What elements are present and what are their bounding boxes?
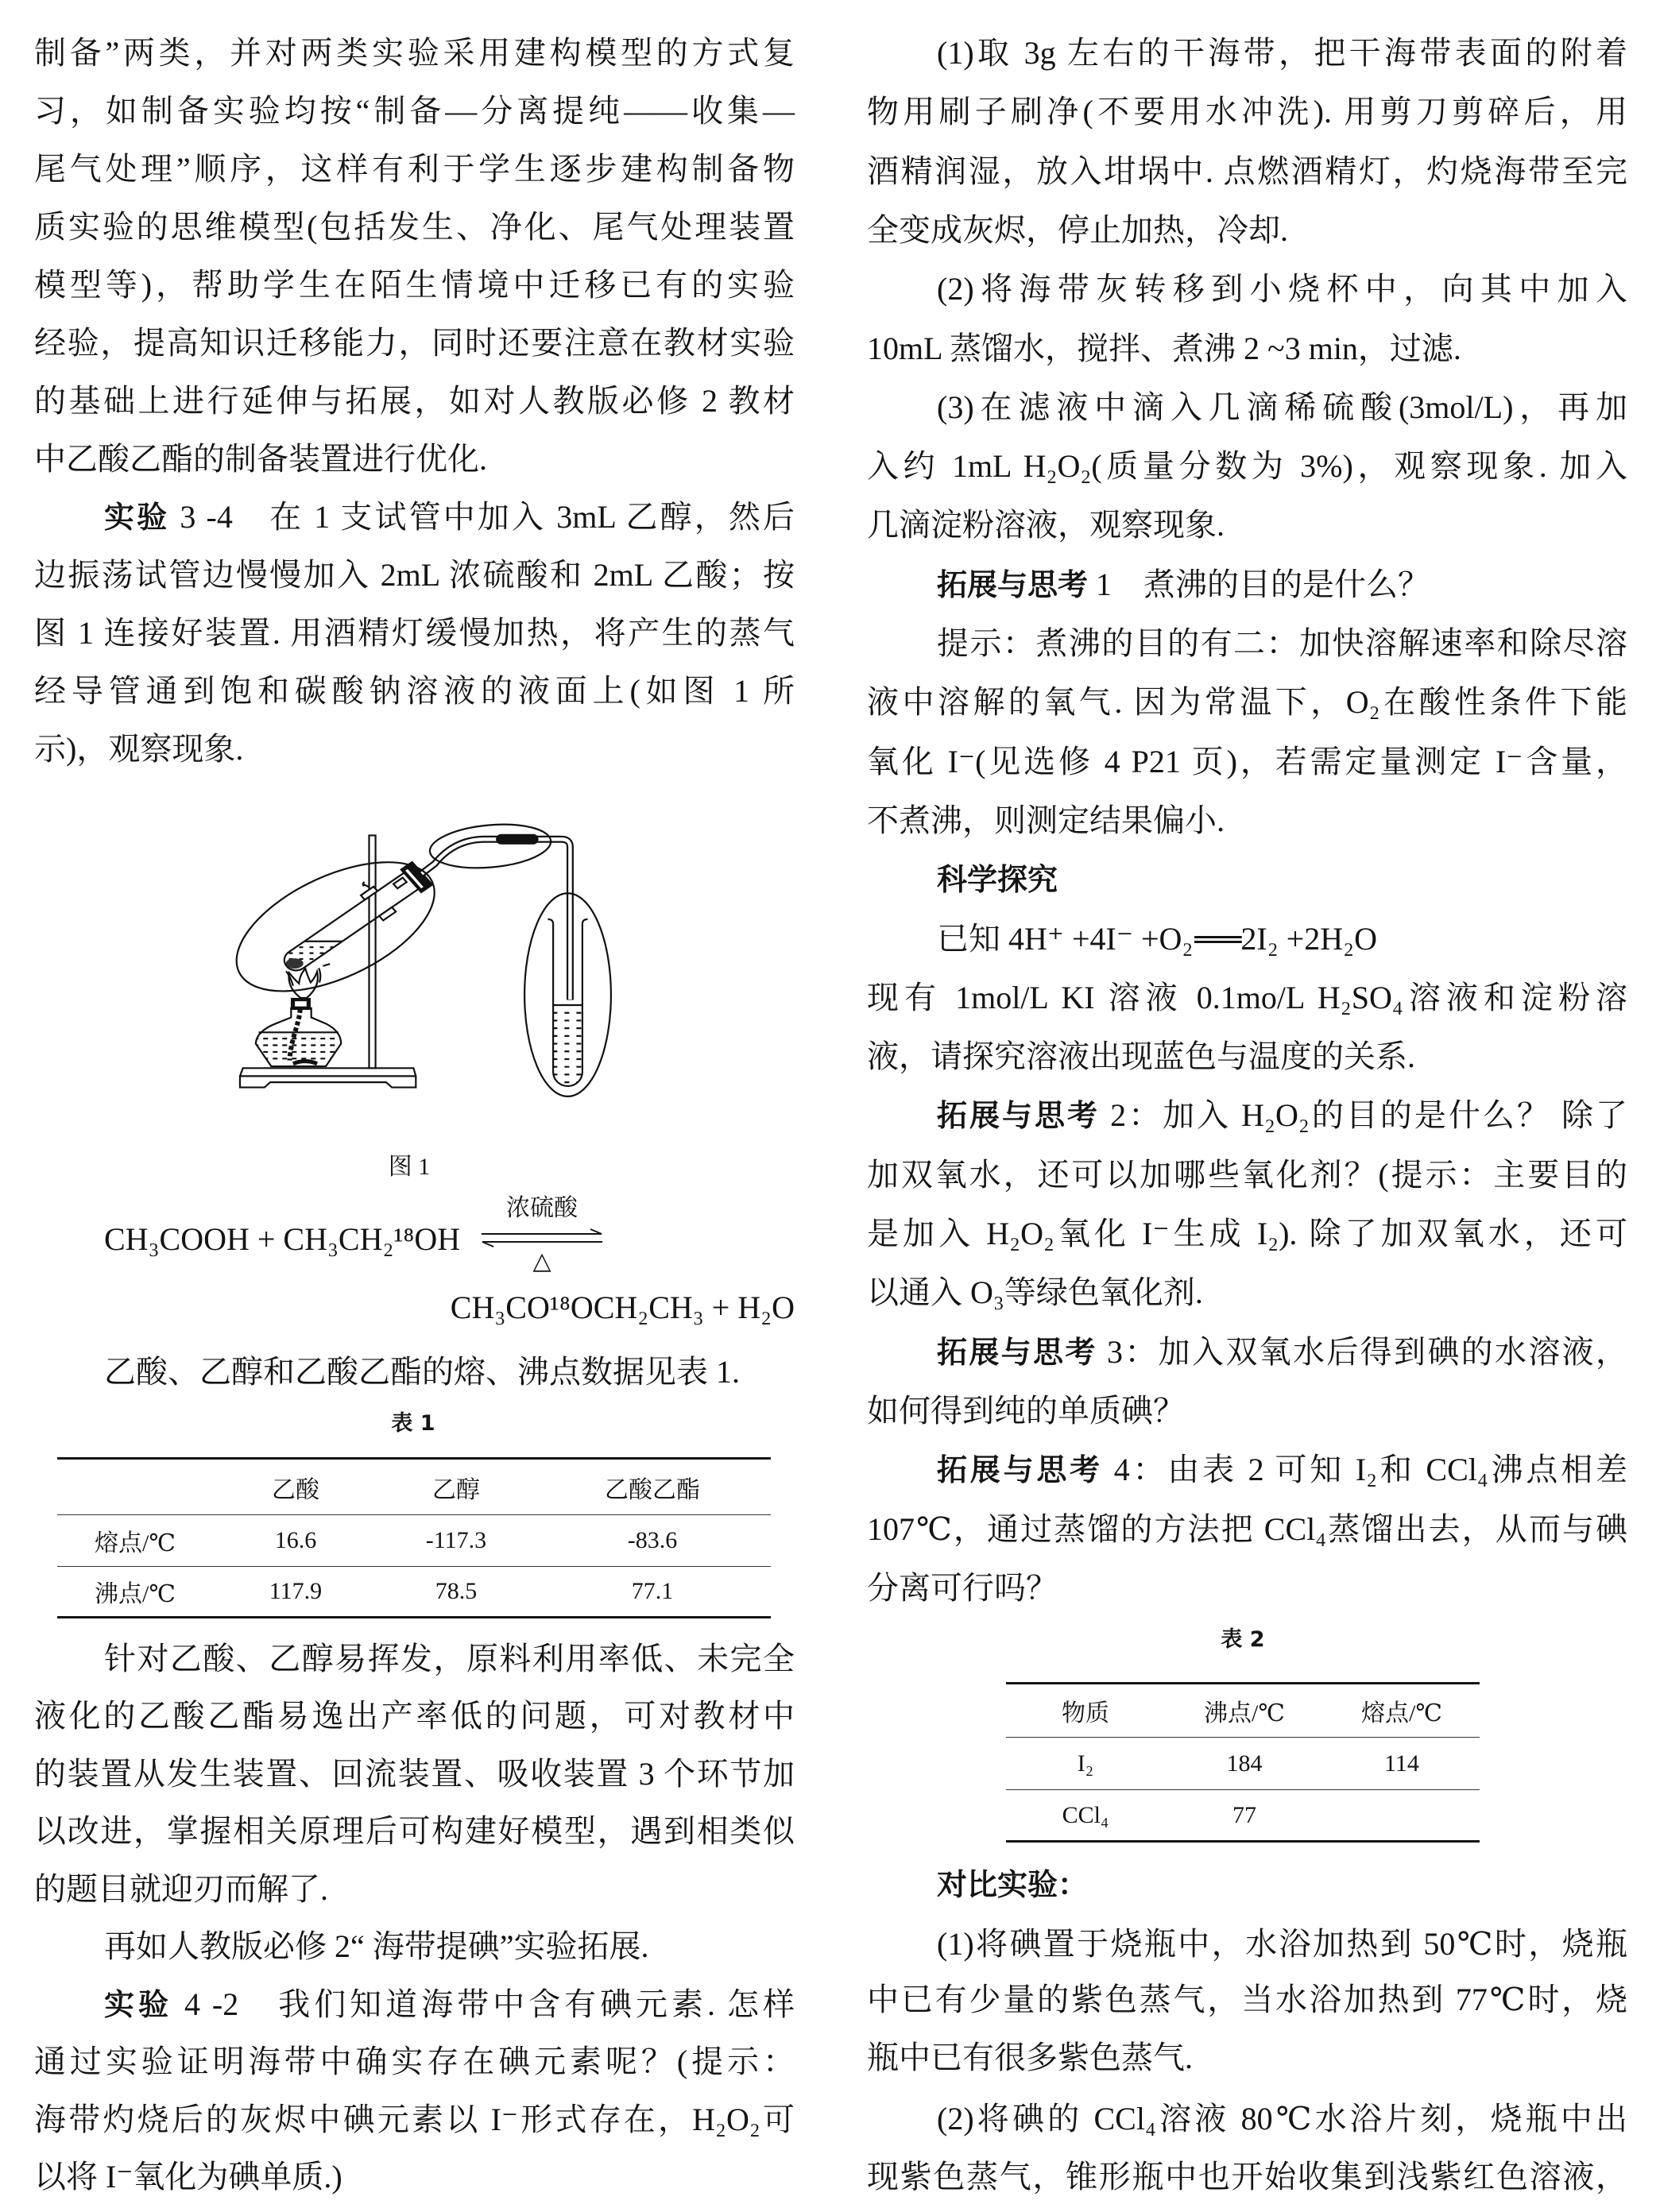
- contrast-step-1-line: 中已有少量的紫色蒸气，当水浴加热到 77℃时，烧: [867, 1982, 1627, 2017]
- table-row-label: 沸点/℃: [95, 1581, 176, 1607]
- table-cell: -117.3: [378, 1515, 534, 1567]
- table-cell: -83.6: [534, 1515, 771, 1567]
- table-header-cell: 沸点/℃: [1165, 1684, 1324, 1738]
- step-3-line: 入约 1mL H₂O₂(质量分数为 3%)，观察现象. 加入: [867, 448, 1627, 484]
- reaction-reactants: CH₃COOH + CH₃CH₂¹⁸OH: [104, 1221, 461, 1257]
- table-header-cell: 乙醇: [378, 1459, 534, 1515]
- step-3-line: (3)在滤液中滴入几滴稀硫酸(3mol/L)，再加: [937, 389, 1627, 425]
- hint-1-line: 不煮沸，则测定结果偏小.: [867, 802, 1225, 838]
- stand-base: [240, 1068, 416, 1087]
- intro-line: 模型等)，帮助学生在陌生情境中迁移已有的实验: [34, 267, 795, 303]
- iodide-oxidation-equation: [937, 915, 1627, 963]
- think-3-line: 如何得到纯的单质碘？: [867, 1393, 1185, 1429]
- table-1-intro: 乙酸、乙醇和乙酸乙酯的熔、沸点数据见表 1.: [104, 1354, 740, 1390]
- think-2-first-line: [937, 1092, 1627, 1139]
- think-2-line: 是加入 H₂O₂氧化 I⁻生成 I₂). 除了加双氧水，还可: [867, 1216, 1627, 1251]
- intro-line: 习，如制备实验均按“制备—分离提纯——收集—: [34, 93, 795, 129]
- think-label: 拓展与思考: [937, 1335, 1097, 1370]
- think-4-line: 107℃，通过蒸馏的方法把 CCl₄蒸馏出去，从而与碘: [867, 1511, 1627, 1547]
- think-label: 拓展与思考: [937, 1452, 1103, 1487]
- contrast-step-1-line: 瓶中已有很多紫色蒸气.: [867, 2040, 1193, 2075]
- table-header-row: [1006, 1684, 1480, 1738]
- figure-1-caption: 图 1: [388, 1154, 431, 1180]
- table-header-cell: 乙酸: [213, 1459, 378, 1515]
- hint-1-line: 提示：煮沸的目的有二：加快溶解速率和除尽溶: [937, 625, 1627, 661]
- table-cell: 184: [1165, 1738, 1324, 1790]
- step-2-line: 10mL 蒸馏水，搅拌、煮沸 2 ~3 min，过滤.: [867, 331, 1461, 366]
- experiment-text: 4 -2 我们知道海带中含有碘元素. 怎样: [172, 1986, 795, 2022]
- table-1-title: 表 1: [391, 1411, 435, 1436]
- think-3-first-line: [937, 1328, 1627, 1376]
- table-cell: 77: [1232, 1801, 1256, 1828]
- contrast-heading: 对比实验：: [937, 1867, 1089, 1902]
- double-equals-sign: ═══: [1194, 924, 1240, 957]
- table-header-cell: [57, 1459, 213, 1515]
- improvement-line: 的装置从发生装置、回流装置、吸收装置 3 个环节加: [34, 1756, 795, 1792]
- experiment-3-4-first-line: [104, 493, 795, 541]
- step-1-line: 物用刷子刷净(不要用水冲洗). 用剪刀剪碎后，用: [867, 94, 1627, 130]
- intro-line: 制备”两类，并对两类实验采用建构模型的方式复: [34, 35, 795, 71]
- experiment-3-4-line: 示)，观察现象.: [34, 731, 244, 767]
- table-cell: 78.5: [435, 1578, 478, 1604]
- think-text: 1 煮沸的目的是什么？: [1088, 567, 1430, 602]
- step-3-line: 几滴淀粉溶液，观察现象.: [867, 507, 1225, 543]
- alcohol-lamp: [253, 999, 342, 1066]
- intro-line: 经验，提高知识迁移能力，同时还要注意在教材实验: [34, 325, 795, 361]
- reaction-products: CH₃CO¹⁸OCH₂CH₃ + H₂O: [450, 1290, 795, 1325]
- equation-right-side: 2I₂ +2H₂O: [1240, 921, 1377, 957]
- reversible-arrow-icon: [480, 1228, 604, 1247]
- reaction-condition-catalyst: 浓硫酸: [506, 1195, 578, 1221]
- highlight-ellipse-generator: [229, 836, 459, 1018]
- table-row: [57, 1567, 771, 1618]
- think-1-line: [937, 561, 1627, 609]
- experiment-text: 3 -4 在 1 支试管中加入 3mL 乙醇，然后: [169, 499, 795, 535]
- experiment-label: 实验: [104, 1987, 172, 2022]
- table-cell: [1324, 1790, 1480, 1842]
- intro-line: 质实验的思维模型(包括发生、净化、尾气处理装置: [34, 209, 795, 245]
- experiment-3-4-line: 经导管通到饱和碳酸钠溶液的液面上(如图 1 所: [34, 673, 795, 709]
- tube-clamp: [361, 887, 396, 921]
- table-2-title: 表 2: [1221, 1627, 1265, 1652]
- experiment-4-2-line: 以将 I⁻氧化为碘单质.): [34, 2159, 342, 2195]
- table-cell: 117.9: [269, 1578, 323, 1604]
- kelp-intro: 再如人教版必修 2“ 海带提碘”实验拓展.: [104, 1928, 649, 1964]
- experiment-4-2-first-line: [104, 1981, 795, 2028]
- contrast-step-2-line: 现紫色蒸气，锥形瓶中也开始收集到浅紫红色溶液，: [867, 2159, 1627, 2195]
- improvement-line: 液化的乙酸乙酯易逸出产率低的问题，可对教材中: [34, 1698, 795, 1734]
- think-label: 拓展与思考: [937, 567, 1089, 602]
- improvement-line: 的题目就迎刃而解了.: [34, 1871, 328, 1907]
- intro-line: 中乙酸乙酯的制备装置进行优化.: [34, 441, 487, 477]
- contrast-step-2-line: (2)将碘的 CCl₄溶液 80℃水浴片刻，烧瓶中出: [937, 2101, 1627, 2137]
- step-1-line: 酒精润湿，放入坩埚中. 点燃酒精灯，灼烧海带至完: [867, 153, 1627, 189]
- hint-1-line: 氧化 I⁻(见选修 4 P21 页)，若需定量测定 I⁻含量，: [867, 744, 1627, 779]
- intro-line: 的基础上进行延伸与拓展，如对人教版必修 2 教材: [34, 383, 795, 419]
- improvement-line: 以改进，掌握相关原理后可构建好模型，遇到相类似: [34, 1813, 795, 1849]
- experiment-3-4-line: 图 1 连接好装置. 用酒精灯缓慢加热，将产生的蒸气: [34, 615, 795, 651]
- table-header-row: [57, 1459, 771, 1515]
- inquiry-heading: 科学探究: [937, 862, 1058, 897]
- improvement-line: 针对乙酸、乙醇易挥发，原料利用率低、未完全: [104, 1641, 795, 1676]
- equation-left-side: 已知 4H⁺ +4I⁻ +O₂: [937, 921, 1194, 957]
- reaction-condition-heat: △: [532, 1248, 551, 1274]
- figure-1-apparatus-diagram: [229, 820, 617, 1103]
- think-text: 4：由表 2 可知 I₂和 CCl₄沸点相差: [1102, 1452, 1627, 1487]
- table-cell: 114: [1324, 1738, 1480, 1790]
- think-4-line: 分离可行吗？: [867, 1570, 1058, 1606]
- experiment-4-2-line: 通过实验证明海带中确实存在碘元素呢？(提示：: [34, 2044, 795, 2079]
- intro-line: 尾气处理”顺序，这样有利于学生逐步建构制备物: [34, 151, 795, 187]
- inquiry-line: 现有 1mol/L KI 溶液 0.1mo/L H₂SO₄溶液和淀粉溶: [867, 980, 1627, 1015]
- contrast-step-1-line: (1)将碘置于烧瓶中，水浴加热到 50℃时，烧瓶: [937, 1926, 1627, 1962]
- table-header-cell: 熔点/℃: [1324, 1684, 1480, 1738]
- think-2-line: 以通入 O₃等绿色氧化剂.: [867, 1274, 1203, 1310]
- table-1: [57, 1457, 771, 1618]
- table-row-label: CCl₄: [1062, 1801, 1109, 1828]
- table-row: [1006, 1738, 1480, 1790]
- think-2-line: 加双氧水，还可以加哪些氧化剂？(提示：主要目的: [867, 1157, 1627, 1193]
- table-header-cell: 物质: [1006, 1684, 1165, 1738]
- highlight-ellipse-reflux: [428, 820, 553, 872]
- heating-test-tube: [279, 862, 433, 977]
- table-2: [1006, 1682, 1480, 1843]
- experiment-4-2-line: 海带灼烧后的灰烬中碘元素以 I⁻形式存在，H₂O₂可: [34, 2102, 795, 2137]
- table-row: [1006, 1790, 1480, 1842]
- inquiry-line: 液，请探究溶液出现蓝色与温度的关系.: [867, 1038, 1415, 1074]
- table-row-label: I₂: [1006, 1738, 1165, 1790]
- table-header-cell: 乙酸乙酯: [534, 1459, 771, 1515]
- sodium-carbonate-solution: [552, 1005, 582, 1082]
- experiment-3-4-line: 边振荡试管边慢慢加入 2mL 浓硫酸和 2mL 乙酸；按: [34, 557, 795, 593]
- hint-1-line: 液中溶解的氧气. 因为常温下，O₂在酸性条件下能: [867, 684, 1627, 720]
- think-label: 拓展与思考: [937, 1098, 1101, 1133]
- table-row: [57, 1515, 771, 1567]
- table-row-label: 熔点/℃: [57, 1515, 213, 1567]
- experiment-label: 实验: [104, 500, 170, 535]
- step-1-line: (1)取 3g 左右的干海带，把干海带表面的附着: [937, 35, 1627, 71]
- step-2-line: (2)将海带灰转移到小烧杯中，向其中加入: [937, 271, 1627, 307]
- table-cell: 16.6: [213, 1515, 378, 1567]
- stand-rod: [369, 835, 375, 1068]
- table-cell: 77.1: [631, 1578, 674, 1604]
- think-text: 3：加入双氧水后得到碘的水溶液，: [1097, 1334, 1627, 1370]
- step-1-line: 全变成灰烬，停止加热，冷却.: [867, 212, 1288, 248]
- think-4-first-line: [937, 1446, 1627, 1494]
- think-text: 2：加入 H₂O₂的目的是什么？ 除了: [1100, 1097, 1627, 1133]
